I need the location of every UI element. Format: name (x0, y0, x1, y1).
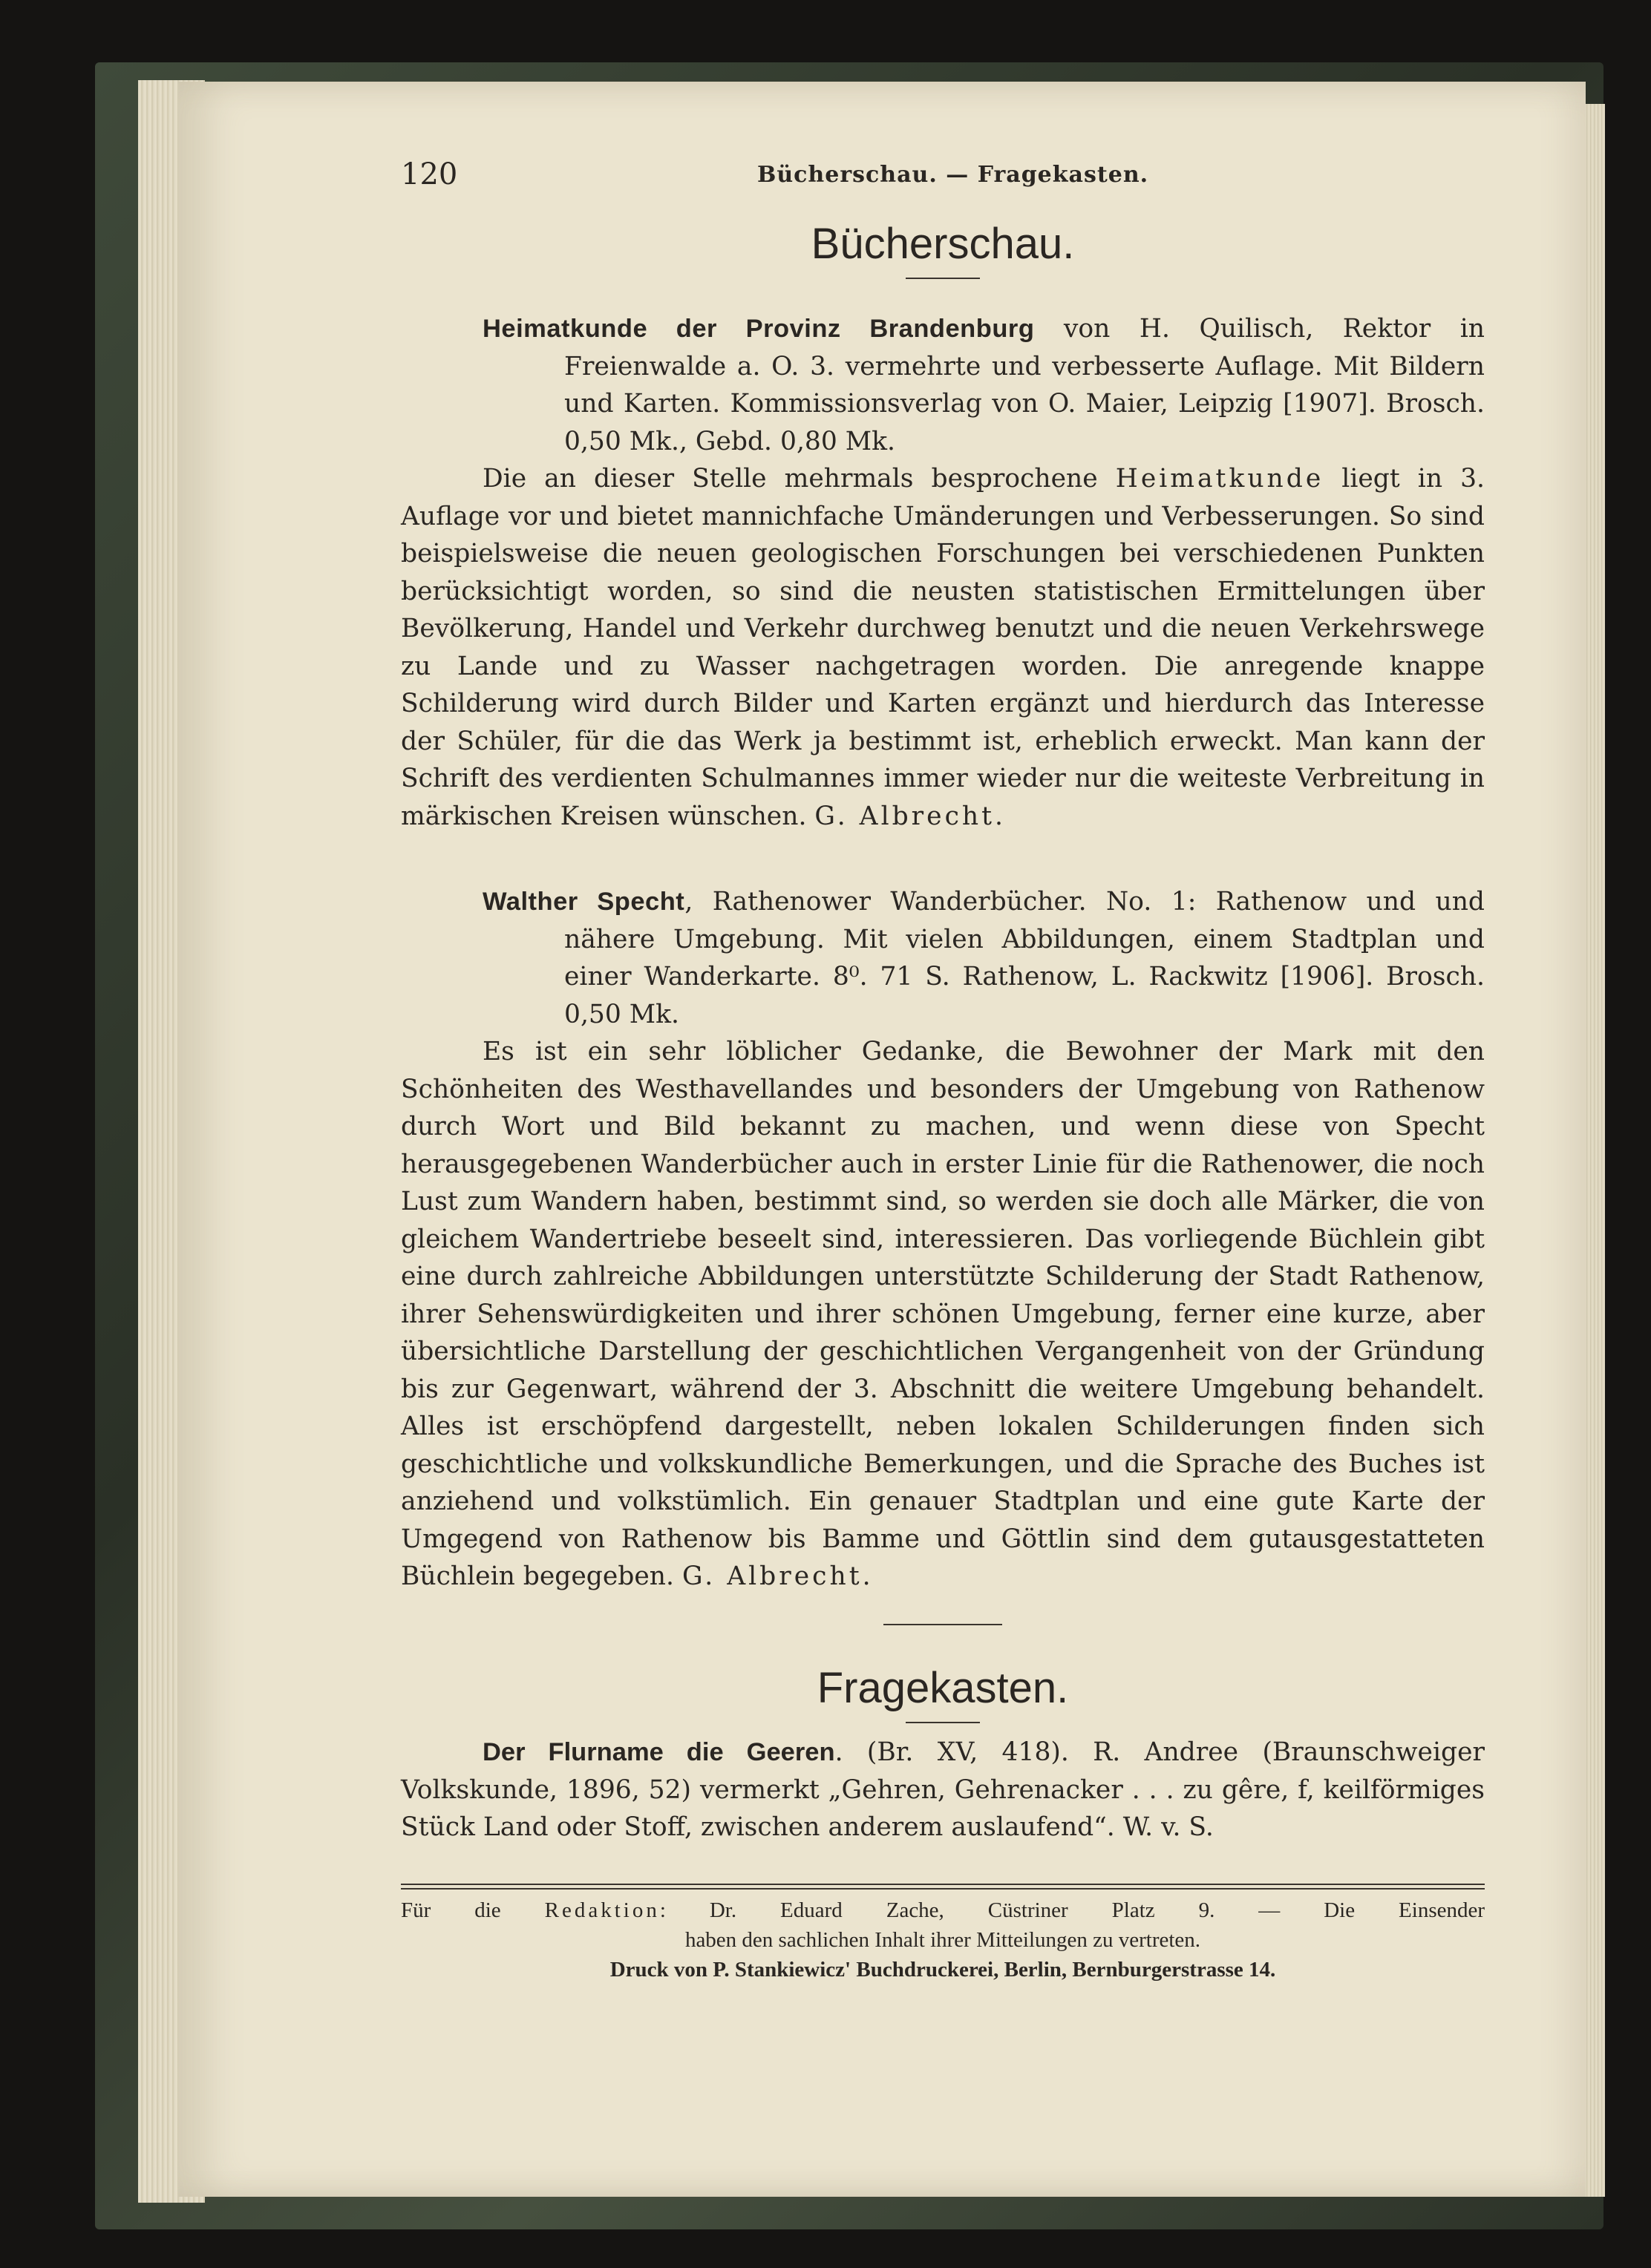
entry-2-review-body: Es ist ein sehr löblicher Gedanke, die Bewohner der Mark mit den Schönheiten des Westhavellandes und besonders der Umgebung von Rathenow durch Wort und Bild bekannt zu machen, und wenn diese von Specht herausgegebenen Wanderbücher auch in erster Linie für die Rathenower, die noch Lust zum Wandern haben, bestimmt sind, so werden sie doch alle Märker, die von gleichem Wandertriebe beseelt sind, interessieren. Das vorliegende Büchlein gibt eine durch zahlreiche Abbildungen unterstützte Schilderung der Stadt Rathenow, ihrer Sehenswürdigkeiten und ihrer schönen Umgebung, ferner eine kurze, aber übersichtliche Darstellung der geschichtlichen Vergangenheit von der Gründung bis zur Gegenwart, während der 3. Abschnitt die weitere Umgebung behandelt. Alles ist erschöpfend dargestellt, neben lokalen Schilderungen finden sich geschichtliche und volkskundliche Bemerkungen, und die Sprache des Buches ist anziehend und volkstümlich. Ein genauer Stadtplan und eine gute Karte der Umgegend von Rathenow bis Bamme und Göttlin sind dem gutausgestatteten Büchlein begegeben. (401, 1037, 1485, 1591)
entry-1-title: Heimatkunde der Provinz Brandenburg (483, 315, 1035, 343)
page-number: 120 (401, 157, 458, 191)
section-divider (883, 1624, 1002, 1625)
review-entry-1 (401, 310, 1485, 835)
entry-1-review-body: liegt in 3. Auflage vor und bietet mannichfache Umänderungen und Verbesserungen. So sind beispielsweise die neuen geologischen Forschungen bei verschiedenen Punkten berücksichtigt worden, so sind die neusten statistischen Ermittelungen über Bevölkerung, Handel und Verkehr durchweg benutzt und die neuen Verkehrswege zu Lande und zu Wasser nachgetragen worden. Die anregende knappe Schilderung wird durch Bilder und Karten ergänzt und hierdurch das Interesse der Schüler, für die das Werk ja bestimmt ist, erheblich erweckt. Man kann der Schrift des verdienten Schulmannes immer wieder nur die weiteste Verbreitung in märkischen Kreisen wünschen. (401, 464, 1485, 831)
entry-2-signature: G. Albrecht. (681, 1561, 874, 1591)
footer-line1-end: : Dr. Eduard Zache, Cüstriner Platz 9. — Die Einsender (659, 1898, 1485, 1922)
running-head (401, 157, 1485, 190)
entry-2-bibliography (401, 883, 1485, 1033)
title-rule (906, 278, 980, 279)
entry-2-biblio-text: , Rathenower Wanderbücher. No. 1: Rathenow und und nähere Umgebung. Mit vielen Abbildungen, einem Stadtplan und einer Wanderkarte. 8⁰. 71 S. Rathenow, L. Rackwitz [1906]. Brosch. 0,50 Mk. (564, 887, 1485, 1029)
running-title: Bücherschau. — Fragekasten. (757, 162, 1149, 188)
review-entry-2 (401, 883, 1485, 1596)
entry-1-signature: G. Albrecht. (814, 801, 1006, 831)
question-entry (401, 1734, 1485, 1846)
imprint-footer (401, 1884, 1485, 1984)
footer-editor-line (401, 1895, 1485, 1925)
title-rule-2 (906, 1722, 980, 1723)
entry-2-author: Walther Specht (483, 888, 685, 916)
entry-1-biblio-text: von H. Quilisch, Rektor in Freienwalde a. O. 3. vermehrte und verbesserte Auflage. Mit Bildern und Karten. Kommissionsverlag von O. Maier, Leipzig [1907]. Brosch. 0,50 Mk., Gebd. 0,80 Mk. (564, 314, 1485, 456)
footer-notice-line: haben den sachlichen Inhalt ihrer Mitteilungen zu vertreten. (684, 1928, 1201, 1952)
entry-1-review-emphasis: Heimatkunde (1115, 464, 1324, 494)
entry-2-review (401, 1033, 1485, 1596)
entry-1-review (401, 460, 1485, 835)
entry-1-bibliography (401, 310, 1485, 460)
footer-double-rule (401, 1884, 1485, 1890)
footer-line1-redaktion: Redaktion (544, 1898, 660, 1922)
entry-1-review-start: Die an dieser Stelle mehrmals besprochene (483, 464, 1116, 494)
question-title: Der Flurname die Geeren (483, 1738, 835, 1766)
footer-printer-line: Druck von P. Stankiewicz' Buchdruckerei, Berlin, Bernburgerstrasse 14. (609, 1958, 1276, 1982)
section-fragekasten (401, 1624, 1485, 1846)
question-text: . (Br. XV, 418). R. Andree (Braunschweiger Volkskunde, 1896, 52) vermerkt „Gehren, Gehrenacker . . . zu gêre, f, keilförmiges Stück Land oder Stoff, zwischen anderem auslaufend“. W. v. S. (401, 1737, 1485, 1842)
footer-line1-start: Für die (401, 1898, 545, 1922)
section-title-fragekasten: Fragekasten. (817, 1664, 1069, 1712)
section-title-buecherschau: Bücherschau. (811, 220, 1075, 268)
section-buecherschau (401, 220, 1485, 279)
